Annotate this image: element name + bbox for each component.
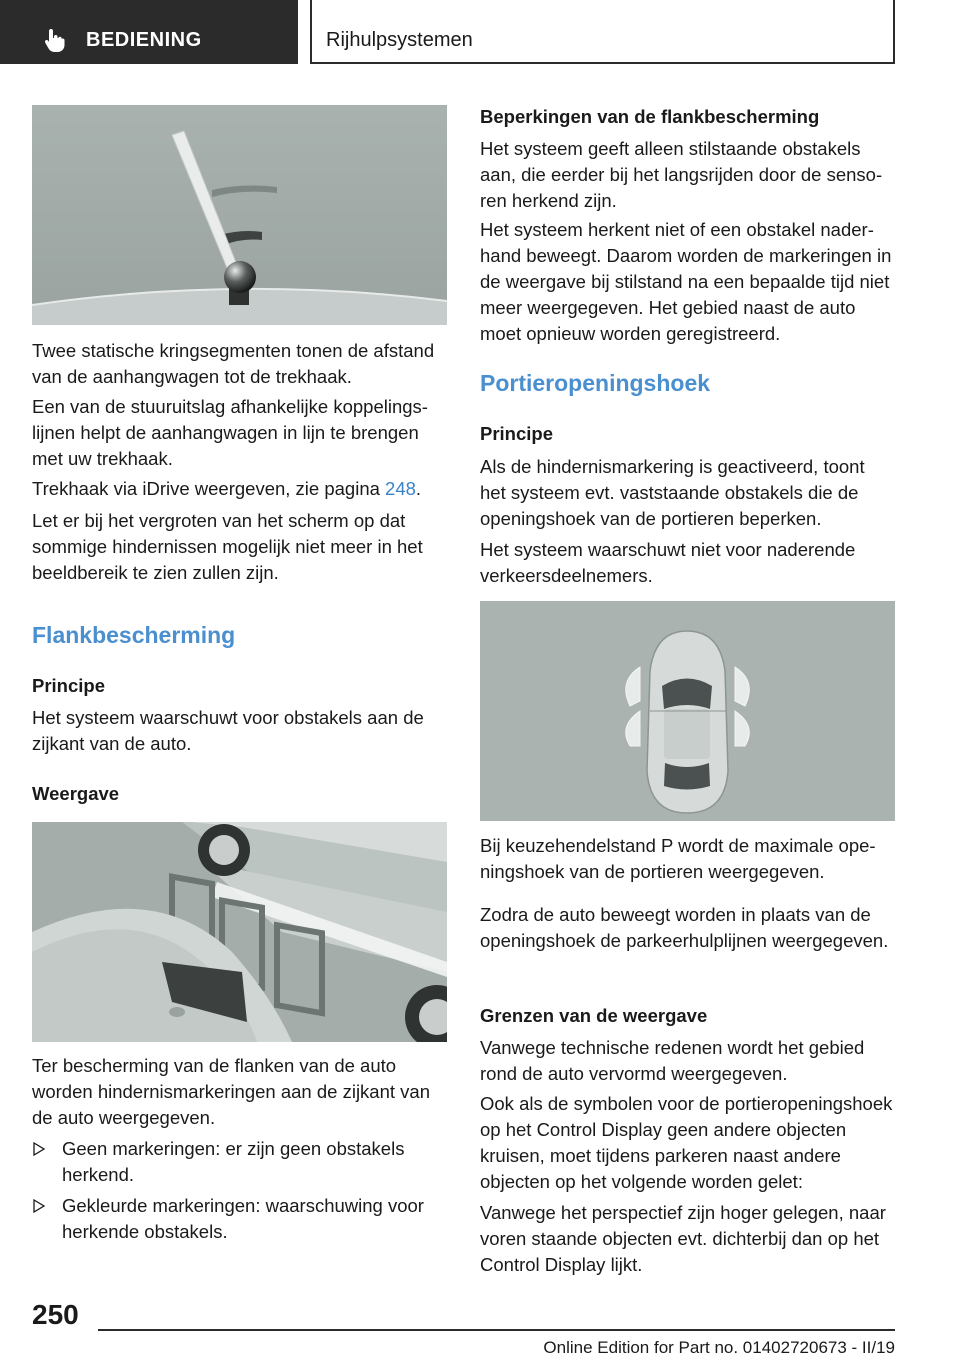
paragraph: Het systeem waarschuwt niet voor naderende verkeersdeelnemers. [480,539,856,586]
subheading-grenzen: Grenzen van de weergave [480,1005,708,1026]
list-item-text: Gekleurde markeringen: waarschuwing voor herkende obstakels. [62,1195,424,1242]
paragraph: Het systeem herkent niet of een obstakel naderhand beweegt. Daarom worden de markeringen in de weergave bij stilstand na een bepaalde tijd niet meer weergegeven. Het gebied naast de auto moet opnieuw worden geregistreerd. [480,219,892,344]
paragraph: Als de hindernismarkering is geactiveerd, toont het systeem evt. vaststaande obstakels die de openingshoek van de portieren beperken. [480,456,865,529]
list-item [32,1136,447,1188]
paragraph: Bij keuzehendelstand P wordt de maximale openingshoek van de portieren weergegeven. [480,835,876,882]
subheading-beperkingen: Beperkingen van de flankbescherming [480,106,820,127]
heading-portieropeningshoek: Portieropeningshoek [480,370,711,396]
list-item-text: Geen markeringen: er zijn geen obstakels herkend. [62,1138,405,1185]
heading-flankbescherming: Flankbescherming [32,622,236,648]
page-link-248[interactable]: 248 [385,478,416,499]
chapter-title: BEDIENING [86,29,202,51]
section-header [310,0,895,64]
paragraph: Het systeem waarschuwt voor obstakels aan de zijkant van de auto. [32,707,424,754]
hand-pointer-icon [42,27,68,53]
section-title: Rijhulpsystemen [326,29,473,51]
flank-protection-figure [32,822,447,1042]
list-item [32,1193,447,1245]
chapter-tab [0,0,298,64]
subheading-weergave: Weergave [32,783,120,804]
paragraph: Let er bij het vergroten van het scherm op dat sommige hindernissen mogelijk niet meer in het beeldbereik te zien zullen zijn. [32,510,423,583]
subheading-principe: Principe [32,675,105,696]
paragraph: Een van de stuuruitslag afhankelijke koppelingslijnen helpt de aanhangwagen in lijn te brengen met uw trekhaak. [32,396,428,469]
paragraph: Twee statische kringsegmenten tonen de afstand van de aanhangwagen tot de trekhaak. [32,340,435,387]
footer-edition: Online Edition for Part no. 01402720673 - II/19 [543,1338,895,1357]
paragraph: Ook als de symbolen voor de portieropeningshoek op het Control Display geen andere objecten kruisen, moet tijdens parkeren naast andere objecten op het volgende worden gelet: [480,1093,893,1192]
hitch-illustration [32,105,447,325]
flank-illustration [32,822,447,1042]
subheading-principe: Principe [480,423,553,444]
triangle-bullet-icon [32,1199,46,1213]
paragraph: Zodra de auto beweegt worden in plaats van de openingshoek de parkeerhulplijnen weergegeven. [480,904,889,951]
paragraph [32,476,447,502]
paragraph: Ter bescherming van de flanken van de auto worden hindernismarkeringen aan de zijkant van de auto weergegeven. [32,1055,430,1128]
paragraph-text: Trekhaak via iDrive weergeven, zie pagina [32,478,386,499]
page-number: 250 [32,1299,79,1330]
paragraph: Vanwege het perspectief zijn hoger gelegen, naar voren staande objecten evt. dichterbij dan op het Control Display lijkt. [480,1202,886,1275]
paragraph: Vanwege technische redenen wordt het gebied rond de auto vervormd weergegeven. [480,1037,865,1084]
paragraph: Het systeem geeft alleen stilstaande obstakels aan, die eerder bij het langsrijden door de sensoren herkend zijn. [480,138,883,211]
car-topview-illustration [480,601,895,821]
door-angle-figure [480,601,895,821]
paragraph-text: . [415,478,422,499]
footer-divider [98,1329,895,1331]
triangle-bullet-icon [32,1142,46,1156]
trailer-hitch-figure [32,105,447,325]
